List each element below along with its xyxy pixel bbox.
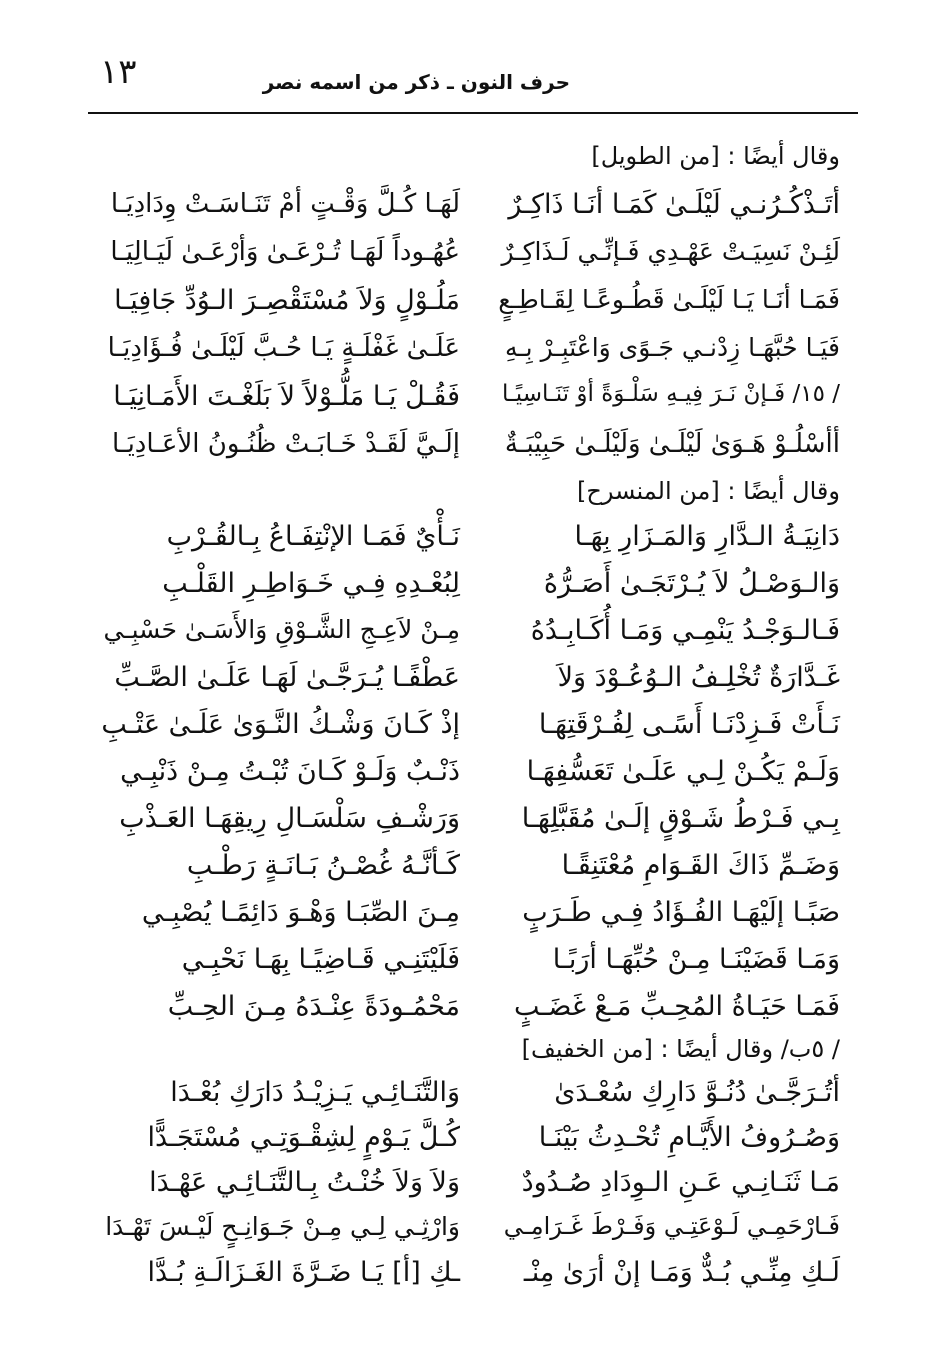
verse-second-hemistich: وَالتَّنَـائِـي يَـزِيْـدُ دَارَكِ بُعْـدَا bbox=[170, 1077, 460, 1108]
verse-second-hemistich: إذْ كَـانَ وَشْـكُ النَّـوَىٰ عَلَـىٰ عَتْـبِ bbox=[101, 709, 460, 740]
verse-first-hemistich: غَـدَّارَةٌ تُخْلِـفُ الـوُعُـوْدَ وَلاَ bbox=[557, 662, 840, 693]
verse-second-hemistich: عَلَـىٰ غَفْلَـةٍ يَـا حُـبَّ لَيْلَـىٰ فُـؤَادِيَـا bbox=[107, 333, 460, 363]
verse-first-hemistich: لَئِـنْ نَسِيَـتْ عَهْـدِي فَـإنِّـي لَـذَاكِـرٌ bbox=[501, 237, 840, 266]
verse-second-hemistich: وَلاَ وَلاَ خُنْـتُ بِـالتَّنَـائِـي عَهْـدَا bbox=[149, 1167, 460, 1198]
verse-second-hemistich: مَلُـوْلٍ وَلاَ مُسْتَقْصِـرَ الـوُدِّ جَافِيَـا bbox=[114, 285, 460, 316]
verse-first-hemistich: / ١٥/ فَـإنْ نَـرَ فِيـهِ سَلْـوَةً أوْ تَنَـاسِيًـا bbox=[502, 381, 840, 407]
verse-first-hemistich: لَـكِ مِنِّـي بُـدٌّ وَمَـا إنْ أرَىٰ مِنْـ bbox=[523, 1257, 840, 1288]
page-number: ١٣ bbox=[100, 52, 137, 92]
section-heading: وقال أيضًا : [من المنسرح] bbox=[577, 477, 840, 505]
verse-second-hemistich: مَحْمُـودَةً عِنْـدَهُ مِـنَ الحِـبِّ bbox=[167, 991, 460, 1022]
verse-second-hemistich: إلَـيَّ لَقَـدْ خَـابَـتْ ظُنُـونُ الأعَـادِيَـا bbox=[112, 429, 460, 459]
verse-first-hemistich: وَلَـمْ يَكُـنْ لِـي عَلَـىٰ تَعَسُّفِهَـا bbox=[526, 756, 840, 787]
verse-first-hemistich: فَمَـا حَيَـاةُ المُحِـبِّ مَـعْ غَضَـبٍ bbox=[514, 991, 840, 1022]
verse-first-hemistich: أأسْلُـوْ هَـوَىٰ لَيْلَـىٰ وَلَيْلَـىٰ حَبِيْبَـةٌ bbox=[504, 429, 840, 459]
verse-first-hemistich: وَمَـا قَضَيْنَـا مِـنْ حُبِّهَـا أرَبًـا bbox=[552, 944, 840, 975]
verse-second-hemistich: كُـلَّ يَـوْمٍ لِشِقْـوَتِـي مُسْتَجَـدًّا bbox=[147, 1122, 460, 1153]
verse-second-hemistich: لَهَـا كُـلَّ وَقْـتٍ أمْ تَنَـاسَـتْ وِدَادِيَـا bbox=[110, 189, 460, 219]
verse-second-hemistich: عَطْفًـا يُـرَجَّـىٰ لَهَـا عَلَـىٰ الصَّـبِّ bbox=[114, 662, 460, 693]
verse-second-hemistich: فَلَيْتَنِـي قَـاضِيًـا بِهَـا نَحْبِـي bbox=[181, 944, 460, 975]
verse-first-hemistich: فَمَـا أنَـا يَـا لَيْلَـىٰ قَطُـوعًـا لِقَـاطِـعٍ bbox=[498, 285, 840, 314]
verse-second-hemistich: نَـأْيٌ فَمَـا الإنْتِفَـاعُ بِـالقُـرْبِ bbox=[166, 521, 460, 552]
verse-first-hemistich: بِـي فَـرْطُ شَـوْقٍ إلَـىٰ مُقَبَّلِهَـا bbox=[521, 803, 840, 834]
verse-second-hemistich: ذَنْـبٌ وَلَـوْ كَـانَ تُبْـتُ مِـنْ ذَنْبِـي bbox=[120, 756, 460, 787]
section-heading: / ٥ب/ وقال أيضًا : [من الخفيف] bbox=[521, 1035, 840, 1063]
verse-first-hemistich: وَصُـرُوفُ الأَيَّـامِ تُحْـدِثُ بَيْنَـا bbox=[538, 1122, 840, 1153]
verse-first-hemistich: صَبًـا إلَيْهَـا الفُـؤَادُ فِـي طَـرَبٍ bbox=[522, 897, 840, 928]
verse-second-hemistich: وَارْثِـي لِـي مِـنْ جَـوَانِـحٍ لَيْـسَ تَهْـدَا bbox=[105, 1212, 460, 1241]
verse-first-hemistich: فَيَـا حُبَّهَـا زِدْنـي جَـوًى وَاعْتَبِـرْ بِـهِ bbox=[504, 333, 840, 362]
verse-second-hemistich: وَرَشْـفِ سَلْسَـالِ رِيقِهَـا العَـذْبِ bbox=[119, 803, 460, 834]
verse-first-hemistich: نَـأَتْ فَـزِدْنَـا أَسًـى لِفُـرْقَتِهَـا bbox=[538, 709, 840, 740]
verse-second-hemistich: عُهُـوداً لَهَـا تُـرْعَـىٰ وَأرْعَـىٰ لَيَـالِيَـا bbox=[110, 237, 460, 267]
section-heading: وقال أيضًا : [من الطويل] bbox=[591, 142, 840, 170]
verse-second-hemistich: مِـنْ لاَعِـجِ الشَّـوْقِ وَالأَسَـىٰ حَسْبِـي bbox=[103, 615, 460, 644]
verse-first-hemistich: أتَـذْكُـرُنـي لَيْلَـىٰ كَمَـا أنَـا ذَاكِـرٌ bbox=[508, 189, 840, 220]
verse-second-hemistich: لِبُعْـدِهِ فِـي خَـوَاطِـرِ القَلْـبِ bbox=[162, 568, 460, 599]
header-rule bbox=[88, 112, 858, 114]
verse-first-hemistich: دَانِيَـةُ الـدَّارِ وَالمَـزَارِ بِهَـا bbox=[574, 521, 840, 552]
verse-first-hemistich: فَـالـوَجْـدُ يَنْمِـي وَمَـا أُكَـابِـدُهُ bbox=[530, 615, 840, 646]
verse-second-hemistich: ـكِ [أ] يَـا ضَـرَّةَ الغَـزَالَـةِ بُـدَّا bbox=[147, 1257, 460, 1288]
verse-first-hemistich: فَـارْحَمِـي لَـوْعَتِـي وَفَـرْطَ غَـرَامِـي bbox=[503, 1212, 840, 1240]
verse-first-hemistich: وَالـوَصْـلُ لاَ يُـرْتَجَـىٰ أَصَـرُّهُ bbox=[543, 568, 840, 599]
verse-second-hemistich: كَـأنَّـهُ غُصْـنُ بَـانَـةٍ رَطْـبِ bbox=[186, 850, 460, 881]
verse-first-hemistich: مَـا ثَنَـانِـي عَـنِ الـوِدَادِ صُـدُودٌ bbox=[521, 1167, 840, 1198]
verse-first-hemistich: أتُـرَجَّـىٰ دُنُـوَّ دَارِكِ سُعْـدَىٰ bbox=[554, 1077, 840, 1108]
verse-second-hemistich: فَقُـلْ يَـا مَلُّـوْلاً لاَ بَلَغْـتَ الأَمَـانِيَـا bbox=[113, 381, 460, 412]
verse-second-hemistich: مِـنَ الصِّبَـا وَهْـوَ دَائِمًـا يُصْبِـي bbox=[141, 897, 460, 928]
running-head: حرف النون ـ ذكر من اسمه نصر bbox=[262, 70, 570, 94]
verse-first-hemistich: وَضَـمِّ ذَاكَ القَـوَامِ مُعْتَنِقًـا bbox=[561, 850, 840, 881]
